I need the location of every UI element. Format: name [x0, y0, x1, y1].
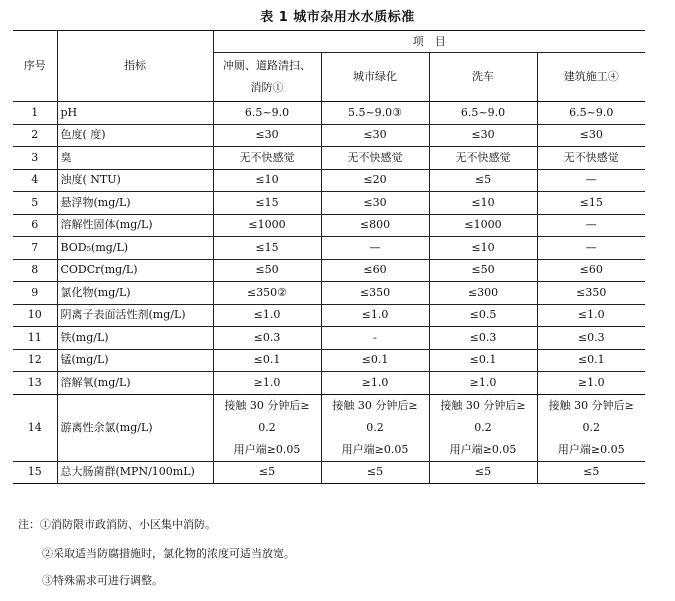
value-cell: ≤5 — [321, 461, 429, 484]
row-number: 14 — [13, 394, 57, 461]
indicator-name: BOD₅(mg/L) — [57, 237, 213, 260]
row-number: 2 — [13, 124, 57, 147]
table-row — [13, 169, 645, 192]
value-cell: ≤0.1 — [213, 349, 321, 372]
value-cell: ≤0.1 — [537, 349, 645, 372]
value-cell: ≤0.1 — [321, 349, 429, 372]
indicator-name: 浊度( NTU) — [57, 169, 213, 192]
row-number: 5 — [13, 192, 57, 215]
value-line-3: 用户端≥0.05 — [557, 442, 625, 456]
value-cell: ≤350 — [537, 282, 645, 305]
indicator-name: 色度( 度) — [57, 124, 213, 147]
note-2: ②采取适当防腐措施时，氯化物的浓度可适当放宽。 — [42, 547, 295, 560]
value-cell: ≤0.3 — [537, 327, 645, 350]
value-cell: ≤15 — [213, 192, 321, 215]
header-seq: 序号 — [13, 31, 57, 102]
row-number: 13 — [13, 372, 57, 395]
value-cell: ≤350 — [321, 282, 429, 305]
row-number: 6 — [13, 214, 57, 237]
header-col-1-line-2: 消防① — [250, 81, 284, 94]
value-line-2: 0.2 — [582, 420, 600, 434]
table-row — [13, 214, 645, 237]
value-cell: ≤20 — [321, 169, 429, 192]
water-quality-table — [13, 30, 645, 484]
value-cell: ≥1.0 — [537, 372, 645, 395]
row-number: 12 — [13, 349, 57, 372]
value-cell: ≥1.0 — [213, 372, 321, 395]
value-cell: ≤1000 — [429, 214, 537, 237]
value-cell: ≤1.0 — [321, 304, 429, 327]
value-cell: ≤0.1 — [429, 349, 537, 372]
table-row — [13, 192, 645, 215]
value-line-3: 用户端≥0.05 — [233, 442, 301, 456]
value-cell: ≤800 — [321, 214, 429, 237]
header-col-flush-road-fire — [213, 53, 321, 102]
value-cell: 无不快感觉 — [537, 147, 645, 170]
row-number: 10 — [13, 304, 57, 327]
value-cell: ≤60 — [537, 259, 645, 282]
table-row — [13, 349, 645, 372]
row-number: 15 — [13, 461, 57, 484]
value-line-2: 0.2 — [258, 420, 276, 434]
value-cell: 无不快感觉 — [213, 147, 321, 170]
value-cell: ≤15 — [537, 192, 645, 215]
value-cell: ≤30 — [213, 124, 321, 147]
value-cell: ≤15 — [213, 237, 321, 260]
table-row-14 — [13, 394, 645, 461]
indicator-name: 悬浮物(mg/L) — [57, 192, 213, 215]
value-cell: ≤0.5 — [429, 304, 537, 327]
value-cell: 6.5~9.0 — [213, 102, 321, 125]
indicator-name: 阴离子表面活性剂(mg/L) — [57, 304, 213, 327]
table-row-15 — [13, 461, 645, 484]
header-col-construction: 建筑施工④ — [537, 53, 645, 102]
value-cell: ≤10 — [429, 237, 537, 260]
indicator-name: 氯化物(mg/L) — [57, 282, 213, 305]
value-cell: ≤300 — [429, 282, 537, 305]
table-row — [13, 102, 645, 125]
header-row-1 — [13, 31, 645, 53]
value-cell: 无不快感觉 — [429, 147, 537, 170]
value-cell: ≤30 — [537, 124, 645, 147]
value-cell: ≤10 — [213, 169, 321, 192]
value-line-1: 接触 30 分钟后≥ — [548, 398, 634, 412]
value-cell: ≤1.0 — [537, 304, 645, 327]
value-line-1: 接触 30 分钟后≥ — [332, 398, 418, 412]
table-row — [13, 282, 645, 305]
row-number: 11 — [13, 327, 57, 350]
indicator-name: 游离性余氯(mg/L) — [57, 394, 213, 461]
value-cell: ≤5 — [429, 169, 537, 192]
value-cell: ≤60 — [321, 259, 429, 282]
value-line-2: 0.2 — [474, 420, 492, 434]
table-row — [13, 259, 645, 282]
row-number: 8 — [13, 259, 57, 282]
table-row — [13, 237, 645, 260]
header-col-car-wash: 洗车 — [429, 53, 537, 102]
value-cell: — — [537, 169, 645, 192]
note-1: 注：①消防限市政消防、小区集中消防。 — [18, 518, 216, 531]
header-indicator: 指标 — [57, 31, 213, 102]
value-cell: 无不快感觉 — [321, 147, 429, 170]
indicator-name: 锰(mg/L) — [57, 349, 213, 372]
value-cell: ≤0.3 — [213, 327, 321, 350]
value-cell: ≤30 — [321, 124, 429, 147]
value-cell: ≥1.0 — [429, 372, 537, 395]
table-row — [13, 304, 645, 327]
value-cell: 6.5~9.0 — [429, 102, 537, 125]
value-cell: ≤1.0 — [213, 304, 321, 327]
indicator-name: 溶解氧(mg/L) — [57, 372, 213, 395]
value-cell-car-wash — [429, 394, 537, 461]
table-title: 表 1 城市杂用水水质标准 — [260, 10, 415, 25]
value-cell: ≤10 — [429, 192, 537, 215]
value-cell: 6.5~9.0 — [537, 102, 645, 125]
table-body — [13, 102, 645, 395]
indicator-name: 铁(mg/L) — [57, 327, 213, 350]
value-cell: ≤1000 — [213, 214, 321, 237]
value-cell: — — [321, 237, 429, 260]
value-cell: ≤5 — [213, 461, 321, 484]
value-cell: 5.5~9.0③ — [321, 102, 429, 125]
value-cell-construction — [537, 394, 645, 461]
indicator-name: pH — [57, 102, 213, 125]
value-line-2: 0.2 — [366, 420, 384, 434]
value-cell: ≤5 — [429, 461, 537, 484]
value-cell-flush — [213, 394, 321, 461]
note-3: ③特殊需求可进行调整。 — [42, 574, 163, 587]
indicator-name: 臭 — [57, 147, 213, 170]
header-col-1-line-1: 冲厕、道路清扫、 — [223, 59, 311, 72]
value-cell: ≤50 — [213, 259, 321, 282]
value-line-1: 接触 30 分钟后≥ — [440, 398, 526, 412]
row-number: 1 — [13, 102, 57, 125]
row-number: 4 — [13, 169, 57, 192]
value-cell: - — [321, 327, 429, 350]
row-number: 9 — [13, 282, 57, 305]
value-cell: ≤50 — [429, 259, 537, 282]
row-number: 3 — [13, 147, 57, 170]
indicator-name: 总大肠菌群(MPN/100mL) — [57, 461, 213, 484]
row-number: 7 — [13, 237, 57, 260]
header-items-group: 项 目 — [213, 31, 645, 53]
table-row — [13, 372, 645, 395]
indicator-name: 溶解性固体(mg/L) — [57, 214, 213, 237]
value-line-1: 接触 30 分钟后≥ — [224, 398, 310, 412]
value-cell: ≤0.3 — [429, 327, 537, 350]
value-line-3: 用户端≥0.05 — [341, 442, 409, 456]
value-cell: ≤5 — [537, 461, 645, 484]
table-row — [13, 147, 645, 170]
value-cell: — — [537, 214, 645, 237]
header-col-greening: 城市绿化 — [321, 53, 429, 102]
value-line-3: 用户端≥0.05 — [449, 442, 517, 456]
indicator-name: CODCr(mg/L) — [57, 259, 213, 282]
value-cell: ≥1.0 — [321, 372, 429, 395]
value-cell: — — [537, 237, 645, 260]
value-cell: ≤30 — [321, 192, 429, 215]
value-cell: ≤30 — [429, 124, 537, 147]
table-row — [13, 124, 645, 147]
value-cell-greening — [321, 394, 429, 461]
table-row — [13, 327, 645, 350]
value-cell: ≤350② — [213, 282, 321, 305]
